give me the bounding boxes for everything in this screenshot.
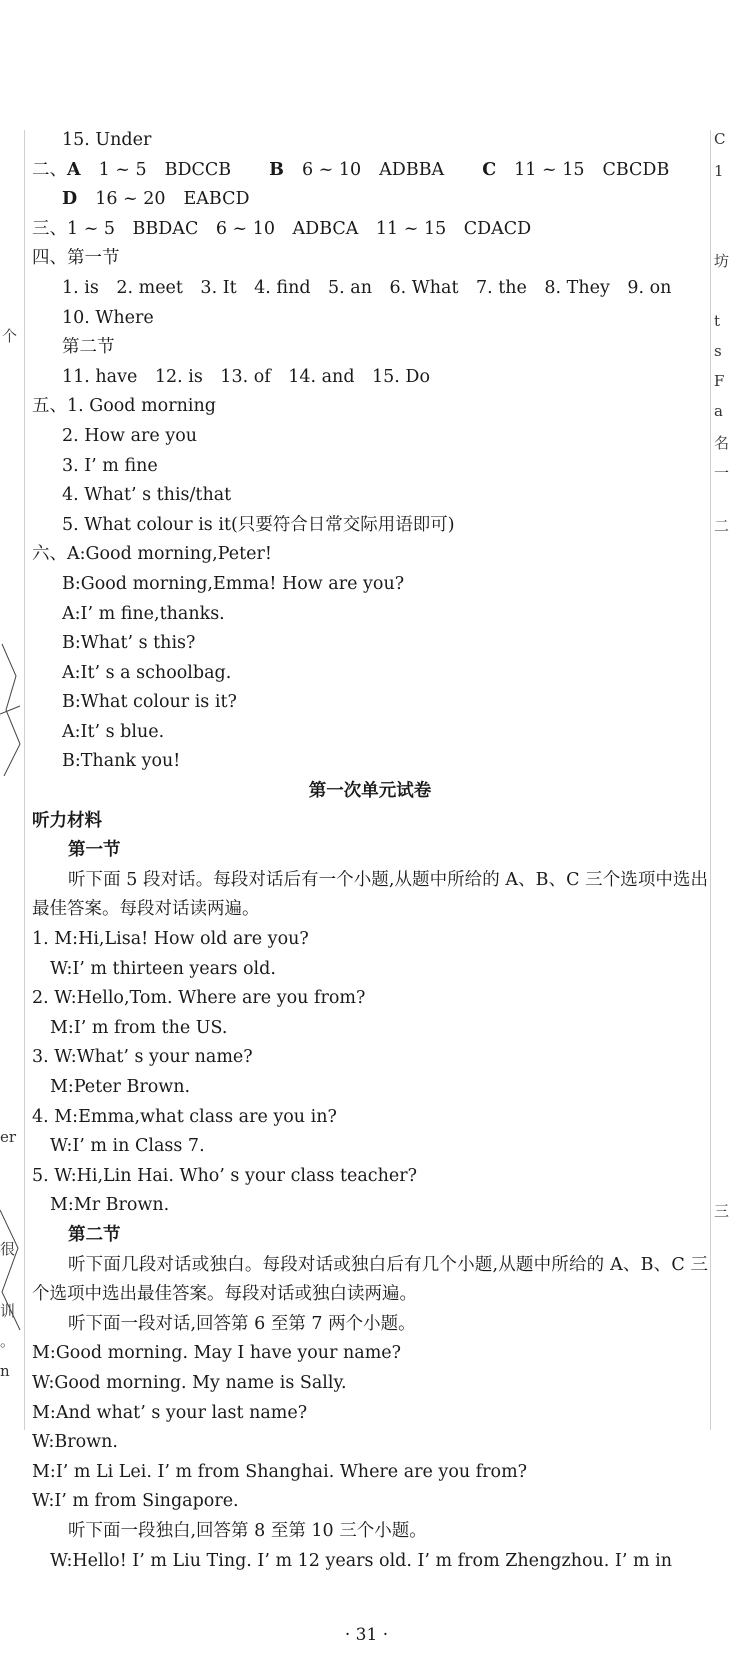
group-answers: ADBBA bbox=[379, 159, 445, 180]
answer-line: A:I’ m fine,thanks. bbox=[62, 603, 225, 624]
group-range: 1 ~ 5 bbox=[98, 159, 147, 180]
answer-line: A:It’ s a schoolbag. bbox=[62, 662, 232, 683]
margin-fragment: a bbox=[714, 402, 723, 420]
dialog-line: W:I’ m thirteen years old. bbox=[50, 958, 276, 979]
group-label: C bbox=[482, 159, 497, 180]
test-title: 第一次单元试卷 bbox=[308, 781, 432, 802]
answer-line: 15. Under bbox=[62, 130, 152, 150]
answer-part2-line1 bbox=[32, 156, 708, 186]
answer-line: 1. is 2. meet 3. It 4. find 5. an 6. What 7. the 8. They 9. on bbox=[62, 277, 672, 298]
margin-fragment: 个 bbox=[2, 327, 18, 345]
dialog-line: M:And what’ s your last name? bbox=[32, 1402, 308, 1423]
answer-line: 2. How are you bbox=[62, 425, 198, 446]
answer-line: 4. What’ s this/that bbox=[62, 485, 232, 506]
dialog-line: W:Brown. bbox=[32, 1432, 118, 1453]
answer-part3: 三、1 ~ 5 BBDAC 6 ~ 10 ADBCA 11 ~ 15 CDACD bbox=[32, 218, 532, 239]
answer-part2-line2 bbox=[32, 185, 708, 215]
dialog-line: M:Good morning. May I have your name? bbox=[32, 1343, 402, 1364]
margin-fragment: t bbox=[714, 312, 721, 330]
section-heading: 第一节 bbox=[68, 840, 121, 861]
margin-fragment: 很 bbox=[0, 1240, 16, 1258]
main-column bbox=[32, 126, 708, 1576]
instruction-paragraph: 听下面 5 段对话。每段对话后有一个小题,从题中所给的 A、B、C 三个选项中选出最佳答案。每段对话读两遍。 bbox=[32, 869, 708, 920]
group-answers: BDCCB bbox=[164, 159, 232, 180]
group-range: 6 ~ 10 bbox=[301, 159, 362, 180]
dialog-line: M:I’ m Li Lei. I’ m from Shanghai. Where are you from? bbox=[32, 1461, 528, 1482]
answer-line: B:What’ s this? bbox=[62, 633, 196, 654]
margin-fragment: 1 bbox=[714, 162, 724, 180]
dialog-line: M:I’ m from the US. bbox=[50, 1017, 228, 1038]
margin-fragment: 一 bbox=[714, 464, 730, 482]
group-label: B bbox=[269, 159, 284, 180]
instruction-paragraph: 听下面几段对话或独白。每段对话或独白后有几个小题,从题中所给的 A、B、C 三个选项中选出最佳答案。每段对话或独白读两遍。 bbox=[32, 1254, 708, 1305]
dialog-line: W:Good morning. My name is Sally. bbox=[32, 1372, 347, 1393]
answer-subsection: 第二节 bbox=[62, 337, 115, 358]
answer-line: 六、A:Good morning,Peter! bbox=[32, 544, 272, 565]
margin-fragment: n bbox=[0, 1362, 10, 1380]
margin-fragment: C bbox=[714, 130, 726, 148]
margin-fragment: 训 bbox=[0, 1302, 16, 1320]
dialog-line: 4. M:Emma,what class are you in? bbox=[32, 1106, 337, 1127]
answer-line: A:It’ s blue. bbox=[62, 721, 165, 742]
answer-line: B:Thank you! bbox=[62, 751, 181, 772]
margin-fragment: F bbox=[714, 372, 725, 390]
instruction-line: 听下面一段独白,回答第 8 至第 10 三个小题。 bbox=[68, 1520, 427, 1541]
right-adjacent-page-fragment bbox=[712, 0, 733, 1667]
dialog-line: M:Peter Brown. bbox=[50, 1077, 191, 1097]
group-range: 11 ~ 15 bbox=[514, 159, 585, 180]
page-number: · 31 · bbox=[344, 1625, 389, 1645]
part-prefix: 二、 bbox=[32, 159, 67, 180]
answer-line: 3. I’ m fine bbox=[62, 455, 158, 476]
monologue-line: W:Hello! I’ m Liu Ting. I’ m 12 years old. I’ m from Zhengzhou. I’ m in bbox=[50, 1550, 672, 1571]
dialog-line: 5. W:Hi,Lin Hai. Who’ s your class teacher? bbox=[32, 1165, 417, 1186]
dialog-line: W:I’ m in Class 7. bbox=[50, 1136, 205, 1157]
dialog-line: 2. W:Hello,Tom. Where are you from? bbox=[32, 988, 366, 1009]
answer-line: B:Good morning,Emma! How are you? bbox=[62, 573, 405, 594]
margin-fragment: 。 bbox=[0, 1332, 16, 1350]
sketch-lines-decoration bbox=[0, 640, 22, 780]
margin-fragment: 名 bbox=[714, 434, 730, 452]
group-range: 16 ~ 20 bbox=[95, 189, 166, 210]
answer-part4-title: 四、第一节 bbox=[32, 248, 120, 269]
group-answers: CBCDB bbox=[602, 159, 670, 180]
answer-line: 10. Where bbox=[62, 307, 154, 328]
sketch-lines-decoration bbox=[0, 1200, 22, 1340]
right-column-rule bbox=[710, 130, 711, 1430]
dialog-line: 3. W:What’ s your name? bbox=[32, 1047, 253, 1068]
margin-fragment: s bbox=[714, 342, 722, 360]
group-label: D bbox=[62, 189, 78, 210]
margin-fragment: er bbox=[0, 1128, 17, 1146]
margin-fragment: 二 bbox=[714, 517, 730, 535]
section-heading: 第二节 bbox=[68, 1224, 121, 1245]
group-label: A bbox=[67, 159, 81, 180]
listening-heading: 听力材料 bbox=[32, 810, 102, 831]
answer-line: 五、1. Good morning bbox=[32, 396, 216, 417]
answer-line: B:What colour is it? bbox=[62, 692, 237, 713]
instruction-line: 听下面一段对话,回答第 6 至第 7 两个小题。 bbox=[68, 1313, 416, 1334]
answer-line: 5. What colour is it(只要符合日常交际用语即可) bbox=[62, 514, 455, 535]
margin-fragment: 坊 bbox=[714, 252, 730, 270]
answer-line: 11. have 12. is 13. of 14. and 15. Do bbox=[62, 366, 430, 387]
left-adjacent-page-fragment bbox=[0, 0, 22, 1667]
margin-fragment: 三 bbox=[714, 1202, 730, 1220]
group-answers: EABCD bbox=[183, 189, 250, 210]
dialog-line: 1. M:Hi,Lisa! How old are you? bbox=[32, 929, 309, 950]
dialog-line: M:Mr Brown. bbox=[50, 1195, 170, 1216]
dialog-line: W:I’ m from Singapore. bbox=[32, 1491, 239, 1512]
left-column-rule bbox=[24, 130, 25, 1430]
